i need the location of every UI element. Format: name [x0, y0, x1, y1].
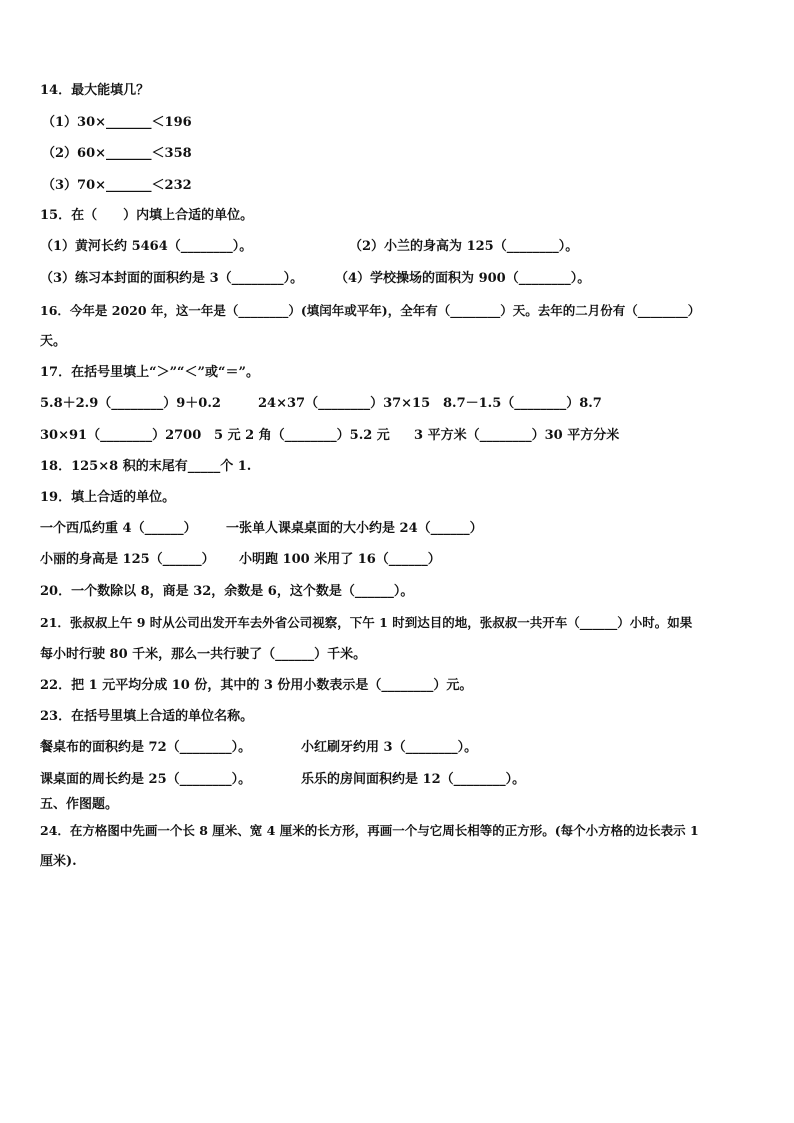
q15-item-2: （2）小兰的身高为 125（________）。 — [349, 239, 579, 254]
q23-title: 23．在括号里填上合适的单位名称。 — [40, 709, 254, 724]
q15-title: 15．在（ ）内填上合适的单位。 — [40, 208, 254, 223]
q24-line-2: 厘米). — [40, 854, 77, 869]
q23-row2-item-2: 乐乐的房间面积约是 12（________）。 — [301, 772, 526, 787]
q15-item-1: （1）黄河长约 5464（________）。 — [40, 239, 253, 254]
q19-row2-item-2: 小明跑 100 米用了 16（______） — [239, 552, 441, 567]
q23-row1-item-1: 餐桌布的面积约是 72（________）。 — [40, 740, 252, 755]
q17-row1-item-1: 5.8＋2.9（________）9＋0.2 — [40, 396, 221, 411]
q21-line-1: 21．张叔叔上午 9 时从公司出发开车去外省公司视察，下午 1 时到达目的地，张叔叔一共开车（______）小时。如果 — [40, 615, 693, 630]
q15-item-4: （4）学校操场的面积为 900（________）。 — [335, 271, 591, 286]
q23-row1-item-2: 小红刷牙约用 3（________）。 — [301, 740, 478, 755]
q17-row2-item-3: 3 平方米（________）30 平方分米 — [414, 428, 620, 443]
q14-item-3: （3）70×_______＜232 — [42, 178, 192, 193]
q16-line-1: 16．今年是 2020 年，这一年是（________）(填闰年或平年)，全年有（________）天。去年的二月份有（________） — [40, 303, 701, 318]
q20-text: 20．一个数除以 8，商是 32，余数是 6，这个数是（______）。 — [40, 584, 414, 599]
q17-row1-item-2: 24×37（________）37×15 — [258, 396, 431, 411]
q17-row2-item-1: 30×91（________）2700 — [40, 428, 202, 443]
q22-text: 22．把 1 元平均分成 10 份，其中的 3 份用小数表示是（________）元。 — [40, 678, 473, 693]
q23-row2-item-1: 课桌面的周长约是 25（________）。 — [40, 772, 252, 787]
q14-item-1: （1）30×_______＜196 — [42, 115, 192, 130]
q17-title: 17．在括号里填上“＞”“＜”或“＝”。 — [40, 365, 259, 380]
q19-row1-item-1: 一个西瓜约重 4（______） — [40, 521, 197, 536]
q19-row2-item-1: 小丽的身高是 125（______） — [40, 552, 215, 567]
q19-title: 19．填上合适的单位。 — [40, 490, 176, 505]
q14-item-2: （2）60×_______＜358 — [42, 146, 192, 161]
q18-text: 18．125×8 积的末尾有_____个 1. — [40, 459, 252, 474]
q15-item-3: （3）练习本封面的面积约是 3（________）。 — [40, 271, 304, 286]
q16-line-2: 天。 — [40, 334, 67, 349]
section-5-title: 五、作图题。 — [40, 797, 119, 812]
q17-row2-item-2: 5 元 2 角（________）5.2 元 — [214, 428, 390, 443]
q21-line-2: 每小时行驶 80 千米，那么一共行驶了（______）千米。 — [40, 647, 367, 662]
q24-line-1: 24．在方格图中先画一个长 8 厘米、宽 4 厘米的长方形，再画一个与它周长相等的正方形。(每个小方格的边长表示 1 — [40, 823, 699, 838]
q14-title: 14．最大能填几？ — [40, 83, 150, 98]
q19-row1-item-2: 一张单人课桌桌面的大小约是 24（______） — [226, 521, 483, 536]
q17-row1-item-3: 8.7－1.5（________）8.7 — [443, 396, 602, 411]
